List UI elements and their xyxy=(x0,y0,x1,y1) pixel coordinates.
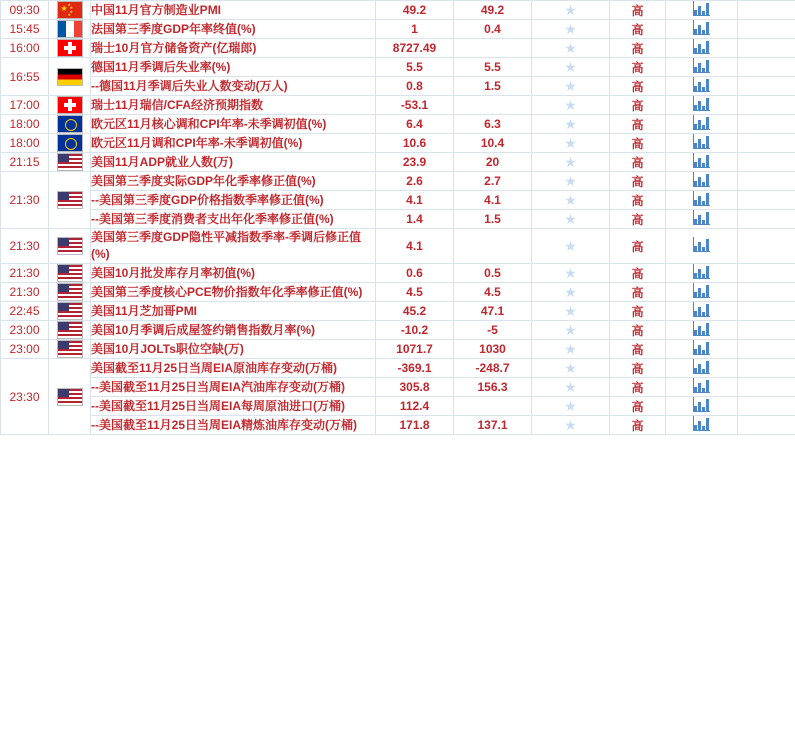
event-name[interactable]: 美国10月批发库存月率初值(%) xyxy=(91,264,376,283)
flag-switzerland-icon xyxy=(57,96,83,114)
bar-chart-icon[interactable] xyxy=(693,264,710,279)
flag-usa-icon xyxy=(57,191,83,209)
previous-value: 45.2 xyxy=(376,302,454,321)
previous-value: 23.9 xyxy=(376,153,454,172)
previous-value: 305.8 xyxy=(376,378,454,397)
star-icon: ★ xyxy=(564,39,577,56)
table-row xyxy=(1,378,795,397)
star-icon: ★ xyxy=(564,264,577,281)
event-time: 23:30 xyxy=(1,359,49,435)
table-row xyxy=(1,264,795,283)
country-flag-cell xyxy=(49,321,91,340)
chart-link-cell[interactable] xyxy=(666,264,738,283)
actual-value xyxy=(532,210,610,229)
forecast-value: 2.7 xyxy=(454,172,532,191)
importance-level: 高 xyxy=(610,302,666,321)
previous-value: 0.6 xyxy=(376,264,454,283)
country-flag-cell xyxy=(49,264,91,283)
bar-chart-icon[interactable] xyxy=(693,134,710,149)
importance-level: 高 xyxy=(610,115,666,134)
actual-value xyxy=(532,397,610,416)
bar-chart-icon[interactable] xyxy=(693,1,710,16)
country-flag-cell xyxy=(49,96,91,115)
spacer-cell xyxy=(738,115,795,134)
chart-link-cell[interactable] xyxy=(666,283,738,302)
spacer-cell xyxy=(738,134,795,153)
star-icon: ★ xyxy=(564,416,577,433)
country-flag-cell xyxy=(49,283,91,302)
actual-value xyxy=(532,321,610,340)
chart-link-cell[interactable] xyxy=(666,115,738,134)
importance-level: 高 xyxy=(610,321,666,340)
importance-level: 高 xyxy=(610,210,666,229)
star-icon: ★ xyxy=(564,153,577,170)
previous-value: 4.1 xyxy=(376,229,454,264)
spacer-cell xyxy=(738,77,795,96)
table-row xyxy=(1,58,795,77)
importance-level: 高 xyxy=(610,229,666,264)
event-time: 21:30 xyxy=(1,264,49,283)
spacer-cell xyxy=(738,20,795,39)
star-icon: ★ xyxy=(564,210,577,227)
spacer-cell xyxy=(738,96,795,115)
forecast-value: 10.4 xyxy=(454,134,532,153)
chart-link-cell[interactable] xyxy=(666,397,738,416)
event-name[interactable]: --美国截至11月25日当周EIA每周原油进口(万桶) xyxy=(91,397,376,416)
country-flag-cell xyxy=(49,1,91,20)
country-flag-cell xyxy=(49,229,91,264)
importance-level: 高 xyxy=(610,172,666,191)
spacer-cell xyxy=(738,58,795,77)
chart-link-cell[interactable] xyxy=(666,359,738,378)
importance-level: 高 xyxy=(610,96,666,115)
event-name[interactable]: --德国11月季调后失业人数变动(万人) xyxy=(91,77,376,96)
table-row xyxy=(1,229,795,264)
actual-value xyxy=(532,378,610,397)
importance-level: 高 xyxy=(610,77,666,96)
event-name[interactable]: 瑞士11月瑞信/CFA经济预期指数 xyxy=(91,96,376,115)
chart-link-cell[interactable] xyxy=(666,191,738,210)
spacer-cell xyxy=(738,210,795,229)
previous-value: 49.2 xyxy=(376,1,454,20)
event-time: 21:30 xyxy=(1,229,49,264)
star-icon: ★ xyxy=(564,283,577,300)
country-flag-cell xyxy=(49,134,91,153)
forecast-value: 4.5 xyxy=(454,283,532,302)
importance-level: 高 xyxy=(610,378,666,397)
chart-link-cell[interactable] xyxy=(666,153,738,172)
flag-usa-icon xyxy=(57,264,83,282)
flag-eurozone-icon xyxy=(57,115,83,133)
bar-chart-icon[interactable] xyxy=(693,378,710,393)
previous-value: 8727.49 xyxy=(376,39,454,58)
forecast-value: 5.5 xyxy=(454,58,532,77)
table-row xyxy=(1,210,795,229)
previous-value: 171.8 xyxy=(376,416,454,435)
previous-value: 10.6 xyxy=(376,134,454,153)
table-row xyxy=(1,20,795,39)
previous-value: -10.2 xyxy=(376,321,454,340)
spacer-cell xyxy=(738,264,795,283)
bar-chart-icon[interactable] xyxy=(693,115,710,130)
spacer-cell xyxy=(738,302,795,321)
spacer-cell xyxy=(738,1,795,20)
chart-link-cell[interactable] xyxy=(666,39,738,58)
event-name[interactable]: 欧元区11月调和CPI年率-未季调初值(%) xyxy=(91,134,376,153)
actual-value xyxy=(532,77,610,96)
spacer-cell xyxy=(738,172,795,191)
event-name[interactable]: --美国第三季度GDP价格指数季率修正值(%) xyxy=(91,191,376,210)
forecast-value: 49.2 xyxy=(454,1,532,20)
bar-chart-icon[interactable] xyxy=(693,172,710,187)
table-row xyxy=(1,1,795,20)
forecast-value xyxy=(454,96,532,115)
chart-link-cell[interactable] xyxy=(666,96,738,115)
forecast-value: 1.5 xyxy=(454,77,532,96)
country-flag-cell xyxy=(49,58,91,96)
table-row xyxy=(1,115,795,134)
star-icon: ★ xyxy=(564,1,577,18)
previous-value: 1 xyxy=(376,20,454,39)
event-time: 18:00 xyxy=(1,134,49,153)
event-name[interactable]: 美国10月季调后成屋签约销售指数月率(%) xyxy=(91,321,376,340)
event-name[interactable]: 美国第三季度GDP隐性平减指数季率-季调后修正值(%) xyxy=(91,229,376,264)
chart-link-cell[interactable] xyxy=(666,378,738,397)
country-flag-cell xyxy=(49,115,91,134)
previous-value: 5.5 xyxy=(376,58,454,77)
country-flag-cell xyxy=(49,172,91,229)
spacer-cell xyxy=(738,416,795,435)
event-name[interactable]: 中国11月官方制造业PMI xyxy=(91,1,376,20)
event-name[interactable]: 美国10月JOLTs职位空缺(万) xyxy=(91,340,376,359)
bar-chart-icon[interactable] xyxy=(693,58,710,73)
importance-level: 高 xyxy=(610,134,666,153)
importance-level: 高 xyxy=(610,153,666,172)
flag-usa-icon xyxy=(57,321,83,339)
spacer-cell xyxy=(738,229,795,264)
chart-link-cell[interactable] xyxy=(666,210,738,229)
spacer-cell xyxy=(738,359,795,378)
actual-value xyxy=(532,302,610,321)
forecast-value: 0.4 xyxy=(454,20,532,39)
previous-value: 0.8 xyxy=(376,77,454,96)
spacer-cell xyxy=(738,283,795,302)
table-row xyxy=(1,397,795,416)
bar-chart-icon[interactable] xyxy=(693,96,710,111)
actual-value xyxy=(532,416,610,435)
flag-china-icon: ★ ★ ★ ★ ★ xyxy=(57,1,83,19)
importance-level: 高 xyxy=(610,39,666,58)
bar-chart-icon[interactable] xyxy=(693,283,710,298)
forecast-value xyxy=(454,397,532,416)
actual-value xyxy=(532,359,610,378)
spacer-cell xyxy=(738,340,795,359)
importance-level: 高 xyxy=(610,1,666,20)
previous-value: -53.1 xyxy=(376,96,454,115)
bar-chart-icon[interactable] xyxy=(693,210,710,225)
event-name[interactable]: 美国11月芝加哥PMI xyxy=(91,302,376,321)
flag-germany-icon xyxy=(57,68,83,86)
forecast-value: 156.3 xyxy=(454,378,532,397)
star-icon: ★ xyxy=(564,237,577,254)
event-name[interactable]: --美国截至11月25日当周EIA精炼油库存变动(万桶) xyxy=(91,416,376,435)
importance-level: 高 xyxy=(610,264,666,283)
star-icon: ★ xyxy=(564,115,577,132)
spacer-cell xyxy=(738,153,795,172)
forecast-value: -248.7 xyxy=(454,359,532,378)
importance-level: 高 xyxy=(610,416,666,435)
table-row xyxy=(1,340,795,359)
forecast-value: 1.5 xyxy=(454,210,532,229)
country-flag-cell xyxy=(49,302,91,321)
importance-level: 高 xyxy=(610,58,666,77)
previous-value: 1.4 xyxy=(376,210,454,229)
forecast-value: 20 xyxy=(454,153,532,172)
actual-value xyxy=(532,39,610,58)
bar-chart-icon[interactable] xyxy=(693,77,710,92)
table-row xyxy=(1,283,795,302)
actual-value xyxy=(532,20,610,39)
event-name[interactable]: --美国截至11月25日当周EIA汽油库存变动(万桶) xyxy=(91,378,376,397)
forecast-value: 6.3 xyxy=(454,115,532,134)
star-icon: ★ xyxy=(564,397,577,414)
flag-usa-icon xyxy=(57,340,83,358)
table-row xyxy=(1,77,795,96)
actual-value xyxy=(532,191,610,210)
bar-chart-icon[interactable] xyxy=(693,39,710,54)
event-time: 16:00 xyxy=(1,39,49,58)
country-flag-cell xyxy=(49,20,91,39)
event-time: 21:30 xyxy=(1,172,49,229)
importance-level: 高 xyxy=(610,359,666,378)
event-time: 16:55 xyxy=(1,58,49,96)
bar-chart-icon[interactable] xyxy=(693,237,710,252)
star-icon: ★ xyxy=(564,359,577,376)
bar-chart-icon[interactable] xyxy=(693,397,710,412)
bar-chart-icon[interactable] xyxy=(693,416,710,431)
previous-value: -369.1 xyxy=(376,359,454,378)
country-flag-cell xyxy=(49,39,91,58)
star-icon: ★ xyxy=(564,58,577,75)
spacer-cell xyxy=(738,378,795,397)
star-icon: ★ xyxy=(564,134,577,151)
table-row xyxy=(1,359,795,378)
star-icon: ★ xyxy=(564,340,577,357)
actual-value xyxy=(532,134,610,153)
event-name[interactable]: 美国11月ADP就业人数(万) xyxy=(91,153,376,172)
table-row xyxy=(1,416,795,435)
actual-value xyxy=(532,340,610,359)
flag-usa-icon xyxy=(57,388,83,406)
importance-level: 高 xyxy=(610,397,666,416)
star-icon: ★ xyxy=(564,96,577,113)
actual-value xyxy=(532,283,610,302)
forecast-value xyxy=(454,39,532,58)
flag-usa-icon xyxy=(57,302,83,320)
bar-chart-icon[interactable] xyxy=(693,153,710,168)
table-row xyxy=(1,302,795,321)
chart-link-cell[interactable] xyxy=(666,134,738,153)
event-time: 17:00 xyxy=(1,96,49,115)
chart-link-cell[interactable] xyxy=(666,321,738,340)
previous-value: 1071.7 xyxy=(376,340,454,359)
star-icon: ★ xyxy=(564,321,577,338)
calendar-rows xyxy=(1,1,795,435)
event-name[interactable]: 德国11月季调后失业率(%) xyxy=(91,58,376,77)
bar-chart-icon[interactable] xyxy=(693,191,710,206)
table-row xyxy=(1,134,795,153)
importance-level: 高 xyxy=(610,20,666,39)
actual-value xyxy=(532,96,610,115)
spacer-cell xyxy=(738,397,795,416)
bar-chart-icon[interactable] xyxy=(693,302,710,317)
table-row xyxy=(1,153,795,172)
event-time: 09:30 xyxy=(1,1,49,20)
flag-switzerland-icon xyxy=(57,39,83,57)
actual-value xyxy=(532,1,610,20)
country-flag-cell xyxy=(49,340,91,359)
forecast-value: -5 xyxy=(454,321,532,340)
actual-value xyxy=(532,153,610,172)
event-time: 15:45 xyxy=(1,20,49,39)
event-name[interactable]: 欧元区11月核心调和CPI年率-未季调初值(%) xyxy=(91,115,376,134)
previous-value: 6.4 xyxy=(376,115,454,134)
previous-value: 4.1 xyxy=(376,191,454,210)
spacer-cell xyxy=(738,321,795,340)
event-name[interactable]: 瑞士10月官方储备资产(亿瑞郎) xyxy=(91,39,376,58)
forecast-value: 0.5 xyxy=(454,264,532,283)
forecast-value xyxy=(454,229,532,264)
chart-link-cell[interactable] xyxy=(666,172,738,191)
flag-france-icon xyxy=(57,20,83,38)
chart-link-cell[interactable] xyxy=(666,302,738,321)
forecast-value: 137.1 xyxy=(454,416,532,435)
importance-level: 高 xyxy=(610,340,666,359)
star-icon: ★ xyxy=(564,302,577,319)
table-row xyxy=(1,96,795,115)
flag-usa-icon xyxy=(57,283,83,301)
importance-level: 高 xyxy=(610,191,666,210)
event-time: 23:00 xyxy=(1,340,49,359)
bar-chart-icon[interactable] xyxy=(693,321,710,336)
event-name[interactable]: 美国第三季度核心PCE物价指数年化季率修正值(%) xyxy=(91,283,376,302)
event-name[interactable]: 美国截至11月25日当周EIA原油库存变动(万桶) xyxy=(91,359,376,378)
spacer-cell xyxy=(738,191,795,210)
table-row xyxy=(1,39,795,58)
table-row xyxy=(1,321,795,340)
event-time: 18:00 xyxy=(1,115,49,134)
event-time: 21:15 xyxy=(1,153,49,172)
bar-chart-icon[interactable] xyxy=(693,359,710,374)
chart-link-cell[interactable] xyxy=(666,416,738,435)
previous-value: 4.5 xyxy=(376,283,454,302)
actual-value xyxy=(532,172,610,191)
country-flag-cell xyxy=(49,359,91,435)
forecast-value: 4.1 xyxy=(454,191,532,210)
previous-value: 112.4 xyxy=(376,397,454,416)
table-row xyxy=(1,191,795,210)
event-name[interactable]: --美国第三季度消费者支出年化季率修正值(%) xyxy=(91,210,376,229)
flag-usa-icon xyxy=(57,237,83,255)
star-icon: ★ xyxy=(564,378,577,395)
table-row xyxy=(1,172,795,191)
actual-value xyxy=(532,58,610,77)
chart-link-cell[interactable] xyxy=(666,340,738,359)
event-name[interactable]: 法国第三季度GDP年率终值(%) xyxy=(91,20,376,39)
flag-usa-icon xyxy=(57,153,83,171)
country-flag-cell xyxy=(49,153,91,172)
actual-value xyxy=(532,264,610,283)
bar-chart-icon[interactable] xyxy=(693,20,710,35)
previous-value: 2.6 xyxy=(376,172,454,191)
actual-value xyxy=(532,115,610,134)
star-icon: ★ xyxy=(564,191,577,208)
star-icon: ★ xyxy=(564,172,577,189)
spacer-cell xyxy=(738,39,795,58)
chart-link-cell[interactable] xyxy=(666,1,738,20)
chart-link-cell[interactable] xyxy=(666,77,738,96)
event-time: 23:00 xyxy=(1,321,49,340)
star-icon: ★ xyxy=(564,77,577,94)
chart-link-cell[interactable] xyxy=(666,58,738,77)
flag-eurozone-icon xyxy=(57,134,83,152)
event-name[interactable]: 美国第三季度实际GDP年化季率修正值(%) xyxy=(91,172,376,191)
event-time: 21:30 xyxy=(1,283,49,302)
star-icon: ★ xyxy=(564,20,577,37)
bar-chart-icon[interactable] xyxy=(693,340,710,355)
chart-link-cell[interactable] xyxy=(666,20,738,39)
forecast-value: 47.1 xyxy=(454,302,532,321)
chart-link-cell[interactable] xyxy=(666,229,738,264)
event-time: 22:45 xyxy=(1,302,49,321)
importance-level: 高 xyxy=(610,283,666,302)
forecast-value: 1030 xyxy=(454,340,532,359)
actual-value xyxy=(532,229,610,264)
